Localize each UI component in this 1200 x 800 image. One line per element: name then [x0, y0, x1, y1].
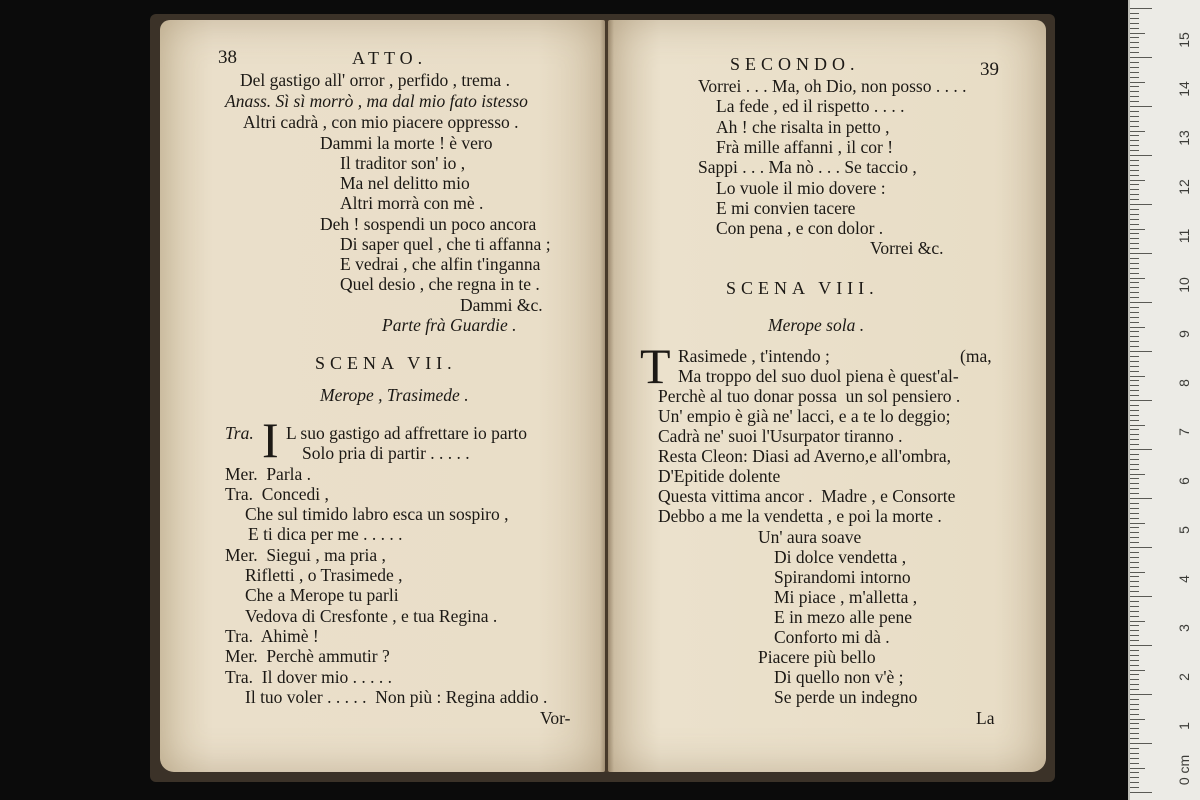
text-line: Anass. Sì sì morrò , ma dal mio fato istesso [225, 91, 528, 111]
ruler-tick [1130, 371, 1139, 372]
text-line: E in mezo alle pene [774, 607, 912, 627]
ruler-tick [1130, 547, 1152, 548]
ruler-tick [1130, 606, 1139, 607]
ruler-tick [1130, 184, 1139, 185]
ruler-label: 2 [1176, 673, 1192, 681]
text-line: Che a Merope tu parli [245, 585, 399, 605]
ruler-tick [1130, 150, 1139, 151]
text-line: Cadrà ne' suoi l'Usurpator tiranno . [658, 426, 903, 446]
catchword: Vor- [540, 708, 571, 728]
ruler-tick [1130, 670, 1145, 671]
ruler-tick [1130, 679, 1139, 680]
drop-cap: I [262, 412, 279, 468]
drop-cap: T [640, 338, 671, 394]
text-line: Tra. Ahimè ! [225, 626, 319, 646]
text-line: E ti dica per me . . . . . [248, 524, 403, 544]
ruler-label: 8 [1176, 379, 1192, 387]
ruler-tick [1130, 523, 1145, 524]
ruler-label: 9 [1176, 330, 1192, 338]
right-page [608, 20, 1046, 772]
ruler-tick [1130, 596, 1152, 597]
ruler-tick [1130, 287, 1139, 288]
ruler-tick [1130, 317, 1139, 318]
ruler-tick [1130, 214, 1139, 215]
ruler-tick [1130, 331, 1139, 332]
ruler-tick [1130, 111, 1139, 112]
ruler-tick [1130, 327, 1145, 328]
ruler-tick [1130, 503, 1139, 504]
ruler-tick [1130, 625, 1139, 626]
ruler-tick [1130, 101, 1139, 102]
text-line: Altri morrà con mè . [340, 193, 484, 213]
ruler-tick [1130, 753, 1139, 754]
ruler-tick [1130, 630, 1139, 631]
ruler-tick [1130, 483, 1139, 484]
ruler-label: 6 [1176, 477, 1192, 485]
ruler-tick [1130, 469, 1139, 470]
ruler-tick [1130, 145, 1139, 146]
ruler-tick [1130, 209, 1139, 210]
ruler-label: 3 [1176, 624, 1192, 632]
ruler-tick [1130, 297, 1139, 298]
ruler-tick [1130, 763, 1139, 764]
ruler-tick [1130, 322, 1139, 323]
ruler-tick [1130, 268, 1139, 269]
ruler-tick [1130, 42, 1139, 43]
ruler-tick [1130, 508, 1139, 509]
ruler-tick [1130, 312, 1139, 313]
ruler-label: 1 [1176, 722, 1192, 730]
ruler-tick [1130, 361, 1139, 362]
speaker-label: Tra. [225, 423, 254, 443]
ruler-tick [1130, 410, 1139, 411]
text-line: Dammi la morte ! è vero [320, 133, 493, 153]
running-head: SECONDO. [730, 54, 860, 74]
ruler-tick [1130, 601, 1139, 602]
ruler-tick [1130, 77, 1139, 78]
ruler-tick [1130, 346, 1139, 347]
ruler-tick [1130, 557, 1139, 558]
ruler-tick [1130, 233, 1139, 234]
ruler-tick [1130, 576, 1139, 577]
ruler-label: 5 [1176, 526, 1192, 534]
text-line: Il traditor son' io , [340, 153, 466, 173]
text-line: E mi convien tacere [716, 198, 856, 218]
ruler-tick [1130, 175, 1139, 176]
ruler-tick [1130, 488, 1139, 489]
catchword: La [976, 708, 995, 728]
ruler-tick [1130, 581, 1139, 582]
text-line: Ma nel delitto mio [340, 173, 470, 193]
ruler-tick [1130, 170, 1139, 171]
ruler-tick [1130, 189, 1139, 190]
ruler-tick [1130, 165, 1139, 166]
ruler-tick [1130, 454, 1139, 455]
ruler-tick [1130, 719, 1145, 720]
ruler-tick [1130, 160, 1139, 161]
text-line: Che sul timido labro esca un sospiro , [245, 504, 509, 524]
ruler-tick [1130, 572, 1145, 573]
ruler-tick [1130, 562, 1139, 563]
ruler-tick [1130, 728, 1139, 729]
text-line: Perchè al tuo donar possa un sol pensiero . [658, 386, 961, 406]
ruler-tick [1130, 425, 1145, 426]
ruler-tick [1130, 640, 1139, 641]
text-line: Resta Cleon: Diasi ad Averno,e all'ombra, [658, 446, 951, 466]
ruler-tick [1130, 140, 1139, 141]
text-line: Mer. Parla . [225, 464, 312, 484]
text-line: Del gastigo all' orror , perfido , trema . [240, 70, 510, 90]
text-line: Quel desio , che regna in te . [340, 274, 540, 294]
ruler-tick [1130, 684, 1139, 685]
ruler-label: 13 [1176, 130, 1192, 146]
ruler-tick [1130, 704, 1139, 705]
measurement-ruler [1128, 0, 1200, 800]
ruler-tick [1130, 493, 1139, 494]
ruler-label: 10 [1176, 277, 1192, 293]
ruler-tick [1130, 689, 1139, 690]
ruler-tick [1130, 62, 1139, 63]
ruler-tick [1130, 655, 1139, 656]
ruler-tick [1130, 126, 1139, 127]
ruler-tick [1130, 47, 1139, 48]
text-line: Tra. Concedi , [225, 484, 329, 504]
ruler-tick [1130, 552, 1139, 553]
ruler-tick [1130, 478, 1139, 479]
text-line: Lo vuole il mio dovere : [716, 178, 886, 198]
ruler-tick [1130, 91, 1139, 92]
ruler-tick [1130, 709, 1139, 710]
ruler-tick [1130, 258, 1139, 259]
ruler-tick [1130, 405, 1139, 406]
text-line: Mer. Siegui , ma pria , [225, 545, 386, 565]
text-line: Tra. Il dover mio . . . . . [225, 667, 393, 687]
ruler-tick [1130, 385, 1139, 386]
ruler-tick [1130, 52, 1139, 53]
ruler-label: 11 [1176, 228, 1192, 244]
ruler-tick [1130, 390, 1139, 391]
text-line: Di quello non v'è ; [774, 667, 904, 687]
ruler-tick [1130, 444, 1139, 445]
ruler-tick [1130, 792, 1152, 793]
ruler-tick [1130, 37, 1139, 38]
text-line: Ma troppo del suo duol piena è quest'al- [678, 366, 959, 386]
ruler-tick [1130, 155, 1152, 156]
ruler-tick [1130, 635, 1139, 636]
ruler-tick [1130, 86, 1139, 87]
text-line: Dammi &c. [460, 295, 543, 315]
ruler-tick [1130, 13, 1139, 14]
ruler-label: 15 [1176, 32, 1192, 48]
ruler-tick [1130, 292, 1139, 293]
text-line: Con pena , e con dolor . [716, 218, 884, 238]
ruler-tick [1130, 18, 1139, 19]
ruler-tick [1130, 28, 1139, 29]
ruler-tick [1130, 787, 1139, 788]
ruler-tick [1130, 395, 1139, 396]
text-line: Mer. Perchè ammutir ? [225, 646, 390, 666]
ruler-tick [1130, 278, 1145, 279]
ruler-tick [1130, 96, 1139, 97]
text-line: Un' empio è già ne' lacci, e a te lo deggio; [658, 406, 951, 426]
scene-heading: SCENA VII. [315, 353, 457, 373]
ruler-tick [1130, 611, 1139, 612]
ruler-tick [1130, 665, 1139, 666]
ruler-tick [1130, 429, 1139, 430]
ruler-tick [1130, 449, 1152, 450]
ruler-tick [1130, 660, 1139, 661]
ruler-tick [1130, 282, 1139, 283]
ruler-tick [1130, 131, 1145, 132]
scene-heading: SCENA VIII. [726, 278, 879, 298]
ruler-tick [1130, 743, 1152, 744]
ruler-tick [1130, 400, 1152, 401]
text-line: Spirandomi intorno [774, 567, 911, 587]
ruler-tick [1130, 33, 1145, 34]
text-line: Debbo a me la vendetta , e poi la morte . [658, 506, 942, 526]
ruler-tick [1130, 474, 1145, 475]
ruler-tick [1130, 204, 1152, 205]
ruler-tick [1130, 748, 1139, 749]
ruler-tick [1130, 527, 1139, 528]
ruler-tick [1130, 723, 1139, 724]
text-line: Vedova di Cresfonte , e tua Regina . [245, 606, 498, 626]
ruler-tick [1130, 380, 1139, 381]
text-line: La fede , ed il rispetto . . . . [716, 96, 905, 116]
ruler-tick [1130, 459, 1139, 460]
ruler-tick [1130, 238, 1139, 239]
text-line: Frà mille affanni , il cor ! [716, 137, 894, 157]
book-gutter [600, 20, 614, 772]
ruler-tick [1130, 772, 1139, 773]
ruler-tick [1130, 219, 1139, 220]
text-line: Conforto mi dà . [774, 627, 890, 647]
ruler-tick [1130, 135, 1139, 136]
ruler-tick [1130, 199, 1139, 200]
ruler-tick [1130, 336, 1139, 337]
text-line: Altri cadrà , con mio piacere oppresso . [243, 112, 519, 132]
text-line: Sappi . . . Ma nò . . . Se taccio , [698, 157, 917, 177]
ruler-tick [1130, 650, 1139, 651]
text-line: (ma, [960, 346, 992, 366]
ruler-tick [1130, 782, 1139, 783]
ruler-tick [1130, 714, 1139, 715]
ruler-label: 7 [1176, 428, 1192, 436]
ruler-tick [1130, 645, 1152, 646]
ruler-tick [1130, 67, 1139, 68]
text-line: Questa vittima ancor . Madre , e Consorte [658, 486, 956, 506]
character-list: Merope , Trasimede . [320, 385, 469, 405]
text-line: D'Epitide dolente [658, 466, 781, 486]
ruler-tick [1130, 82, 1145, 83]
ruler-tick [1130, 464, 1139, 465]
text-line: Deh ! sospendi un poco ancora [320, 214, 537, 234]
ruler-tick [1130, 415, 1139, 416]
ruler-label: 12 [1176, 179, 1192, 195]
character-list: Merope sola . [768, 315, 865, 335]
ruler-tick [1130, 116, 1139, 117]
ruler-tick [1130, 768, 1145, 769]
ruler-tick [1130, 498, 1152, 499]
ruler-tick [1130, 248, 1139, 249]
ruler-tick [1130, 621, 1145, 622]
ruler-tick [1130, 273, 1139, 274]
ruler-tick [1130, 180, 1145, 181]
ruler-tick [1130, 591, 1139, 592]
text-line: Piacere più bello [758, 647, 876, 667]
ruler-label: 14 [1176, 81, 1192, 97]
ruler-tick [1130, 307, 1139, 308]
ruler-tick [1130, 616, 1139, 617]
text-line: Rasimede , t'intendo ; [678, 346, 830, 366]
ruler-tick [1130, 694, 1152, 695]
text-line: Un' aura soave [758, 527, 862, 547]
ruler-tick [1130, 224, 1139, 225]
ruler-tick [1130, 229, 1145, 230]
ruler-label: 4 [1176, 575, 1192, 583]
text-line: Vorrei . . . Ma, oh Dio, non posso . . . . [698, 76, 967, 96]
ruler-tick [1130, 518, 1139, 519]
ruler-tick [1130, 194, 1139, 195]
ruler-tick [1130, 738, 1139, 739]
ruler-tick [1130, 586, 1139, 587]
text-line: E vedrai , che alfin t'inganna [340, 254, 541, 274]
ruler-tick [1130, 420, 1139, 421]
left-page [160, 20, 605, 772]
text-line: Se perde un indegno [774, 687, 918, 707]
ruler-tick [1130, 542, 1139, 543]
ruler-tick [1130, 253, 1152, 254]
text-line: Di saper quel , che ti affanna ; [340, 234, 551, 254]
ruler-tick [1130, 376, 1145, 377]
ruler-tick [1130, 733, 1139, 734]
page-number: 38 [218, 47, 237, 68]
ruler-tick [1130, 57, 1152, 58]
ruler-tick [1130, 439, 1139, 440]
ruler-tick [1130, 777, 1139, 778]
ruler-tick [1130, 537, 1139, 538]
running-head: ATTO. [352, 48, 428, 68]
text-line: L suo gastigo ad affrettare io parto [286, 423, 528, 443]
text-line: Il tuo voler . . . . . Non più : Regina addio . [245, 687, 548, 707]
ruler-tick [1130, 567, 1139, 568]
ruler-tick [1130, 513, 1139, 514]
ruler-tick [1130, 674, 1139, 675]
text-line: Vorrei &c. [870, 238, 944, 258]
page-number: 39 [980, 59, 999, 80]
ruler-tick [1130, 356, 1139, 357]
ruler-tick [1130, 263, 1139, 264]
ruler-tick [1130, 434, 1139, 435]
text-line: Ah ! che risalta in petto , [716, 117, 890, 137]
ruler-tick [1130, 121, 1139, 122]
ruler-tick [1130, 366, 1139, 367]
ruler-tick [1130, 351, 1152, 352]
ruler-tick [1130, 699, 1139, 700]
ruler-tick [1130, 106, 1152, 107]
ruler-tick [1130, 302, 1152, 303]
ruler-tick [1130, 72, 1139, 73]
ruler-tick [1130, 243, 1139, 244]
ruler-tick [1130, 8, 1152, 9]
text-line: Rifletti , o Trasimede , [245, 565, 403, 585]
ruler-tick [1130, 341, 1139, 342]
text-line: Solo pria di partir . . . . . [302, 443, 470, 463]
ruler-tick [1130, 758, 1139, 759]
ruler-label: 0 cm [1176, 754, 1192, 786]
ruler-tick [1130, 23, 1139, 24]
text-line: Mi piace , m'alletta , [774, 587, 918, 607]
ruler-tick [1130, 532, 1139, 533]
text-line: Di dolce vendetta , [774, 547, 907, 567]
stage-direction: Parte frà Guardie . [382, 315, 517, 335]
